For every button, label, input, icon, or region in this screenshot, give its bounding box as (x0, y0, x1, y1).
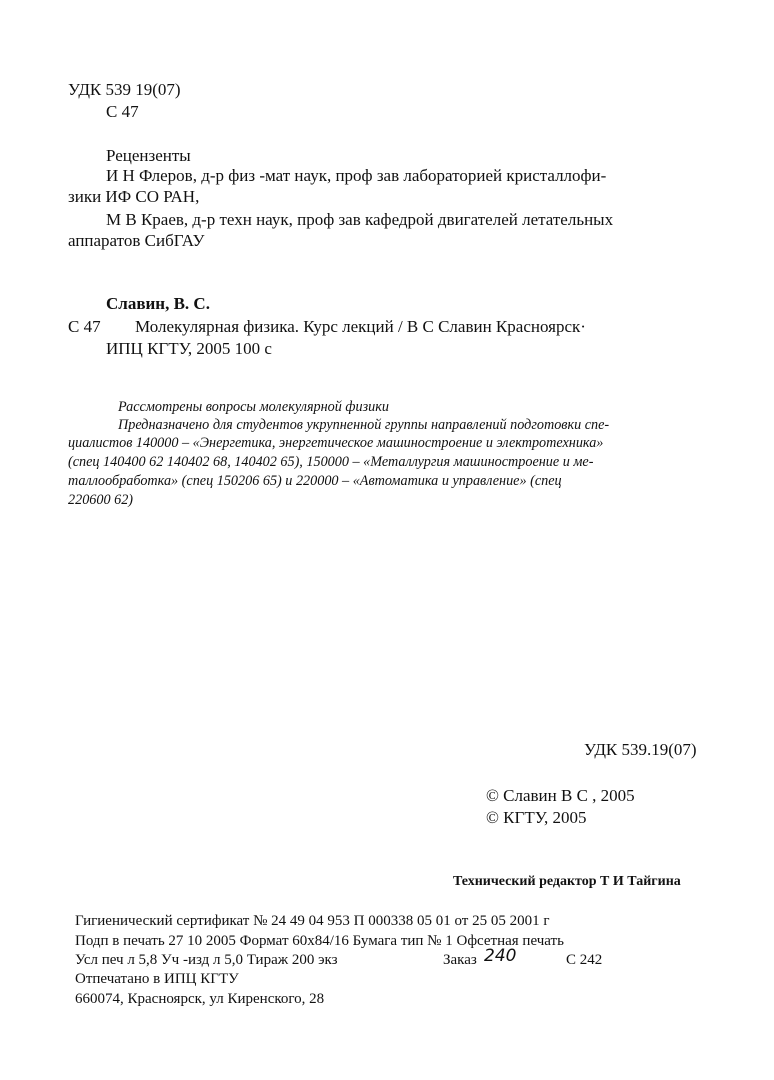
udk-code-right: УДК 539.19(07) (584, 740, 697, 759)
reviewer-1-line-2: зики ИФ СО РАН, (68, 187, 200, 206)
hygienic-certificate: Гигиенический сертификат № 24 49 04 953 П 000338 05 01 от 25 05 2001 г (75, 913, 550, 929)
book-author: Славин, В. С. (106, 294, 210, 313)
annotation-line-4: (спец 140400 62 140402 68, 140402 65), 150000 – «Металлургия машиностроение и ме- (68, 454, 594, 470)
annotation-line-2: Предназначено для студентов укрупненной группы направлений подготовки спе- (118, 417, 610, 433)
annotation-line-6: 220600 62) (68, 492, 134, 508)
technical-editor: Технический редактор Т И Тайгина (453, 874, 681, 889)
printed-at: Отпечатано в ИПЦ КГТУ (75, 971, 239, 987)
book-title-line-1: Молекулярная физика. Курс лекций / В С Славин Красноярск· (135, 317, 586, 336)
order-code: С 242 (566, 952, 603, 968)
print-sheets: Усл печ л 5,8 Уч -изд л 5,0 Тираж 200 экз (75, 952, 338, 968)
order-number: 240 (484, 946, 517, 966)
author-index: С 47 (106, 102, 139, 121)
order-label: Заказ (443, 952, 477, 968)
reviewer-1-line-1: И Н Флеров, д-р физ -мат наук, проф зав лабораторией кристаллофи- (106, 166, 607, 185)
printer-address: 660074, Красноярск, ул Киренского, 28 (75, 991, 325, 1007)
print-info: Подп в печать 27 10 2005 Формат 60х84/16 Бумага тип № 1 Офсетная печать (75, 933, 564, 949)
annotation-line-3: циалистов 140000 – «Энергетика, энергетическое машиностроение и электротехника» (68, 435, 604, 451)
book-index: С 47 (68, 317, 101, 336)
copyright-author: © Славин В С , 2005 (486, 786, 635, 805)
reviewer-2-line-2: аппаратов СибГАУ (68, 231, 205, 250)
annotation-line-1: Рассмотрены вопросы молекулярной физики (118, 399, 389, 415)
udk-code: УДК 539 19(07) (68, 80, 181, 99)
reviewers-title: Рецензенты (106, 146, 191, 165)
reviewer-2-line-1: М В Краев, д-р техн наук, проф зав кафедрой двигателей летательных (106, 210, 614, 229)
annotation-line-5: таллообработка» (спец 150206 65) и 220000 – «Автоматика и управление» (спец (68, 473, 562, 489)
book-title-line-2: ИПЦ КГТУ, 2005 100 с (106, 339, 272, 358)
copyright-org: © КГТУ, 2005 (486, 808, 587, 827)
